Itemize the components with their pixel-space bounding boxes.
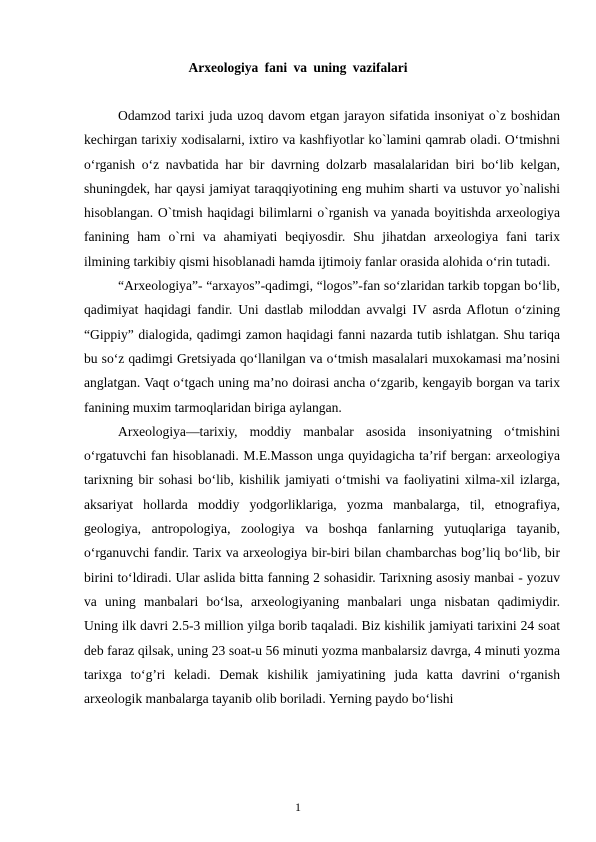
page-title: Arxeologiya fani va uning vazifalari xyxy=(188,60,408,75)
paragraph-3: Arxeologiya—tarixiy, moddiy manbalar asosida insoniyatning o‘tmishini o‘rgatuvchi fan hisoblanadi. M.E.Masson unga quyidagicha ta’rif bergan: arxeologiya tarixning bir sohasi bo‘lib, kishilik jamiyati o‘tmishi va faoliyatini xilma-xil izlarga, aksariyat hollarda moddiy yodgorliklariga, yozma manbalarga, til, etnografiya, geologiya, antropologiya, zoologiya va boshqa fanlarning yutuqlariga tayanib, o‘rganuvchi fandir. Tarix va arxeologiya bir-biri bilan chambarchas bog’liq bo‘lib, bir birini to‘ldiradi. Ular aslida bitta fanning 2 sohasidir. Tarixning asosiy manbai - yozuv va uning manbalari bo‘lsa, arxeologiyaning manbalari unga nisbatan qadimiydir. Uning ilk davri 2.5-3 million yilga borib taqaladi. Biz kishilik jamiyati tarixini 24 soat deb faraz qilsak, uning 23 soat-u 56 minuti yozma manbalarsiz davrga, 4 minuti yozma tarixga to‘g’ri keladi. Demak kishilik jamiyatining juda katta davrini o‘rganish arxeologik manbalarga tayanib olib boriladi. Yerning paydo bo‘lishi xyxy=(84,423,560,707)
body-text xyxy=(84,104,560,711)
page-number: 1 xyxy=(295,800,301,814)
paragraph-2: “Arxeologiya”- “arxayos”-qadimgi, “logos”-fan so‘zlaridan tarkib topgan bo‘lib, qadimiyat haqidagi fandir. Uni dastlab miloddan avvalgi IV asrda Aflotun o‘zining “Gippiy” dialogida, qadimgi zamon haqidagi fanni nazarda tutib ishlatgan. Shu tariqa bu so‘z qadimgi Gretsiyada qo‘llanilgan va o‘tmish masalalari muxokamasi ma’nosini anglatgan. Vaqt o‘tgach uning ma’no doirasi ancha o‘zgarib, kengayib borgan va tarix fanining muxim tarmoqlaridan biriga aylangan. xyxy=(84,278,560,415)
paragraph-1: Odamzod tarixi juda uzoq davom etgan jarayon sifatida insoniyat o`z boshidan kechirgan tarixiy xodisalarni, ixtiro va kashfiyotlar ko`lamini qamrab oladi. O‘tmishni o‘rganish o‘z navbatida har bir davrning dolzarb masalalaridan biri bo‘lib kelgan, shuningdek, har qaysi jamiyat taraqqiyotining eng muhim sharti va ustuvor yo`nalishi hisoblangan. O`tmish haqidagi bilimlarni o`rganish va yanada boyitishda arxeologiya fanining ham o`rni va ahamiyati beqiyosdir. Shu jihatdan arxeologiya fani tarix ilmining tarkibiy qismi hisoblanadi hamda ijtimoiy fanlar orasida alohida o‘rin tutadi. xyxy=(84,108,560,269)
